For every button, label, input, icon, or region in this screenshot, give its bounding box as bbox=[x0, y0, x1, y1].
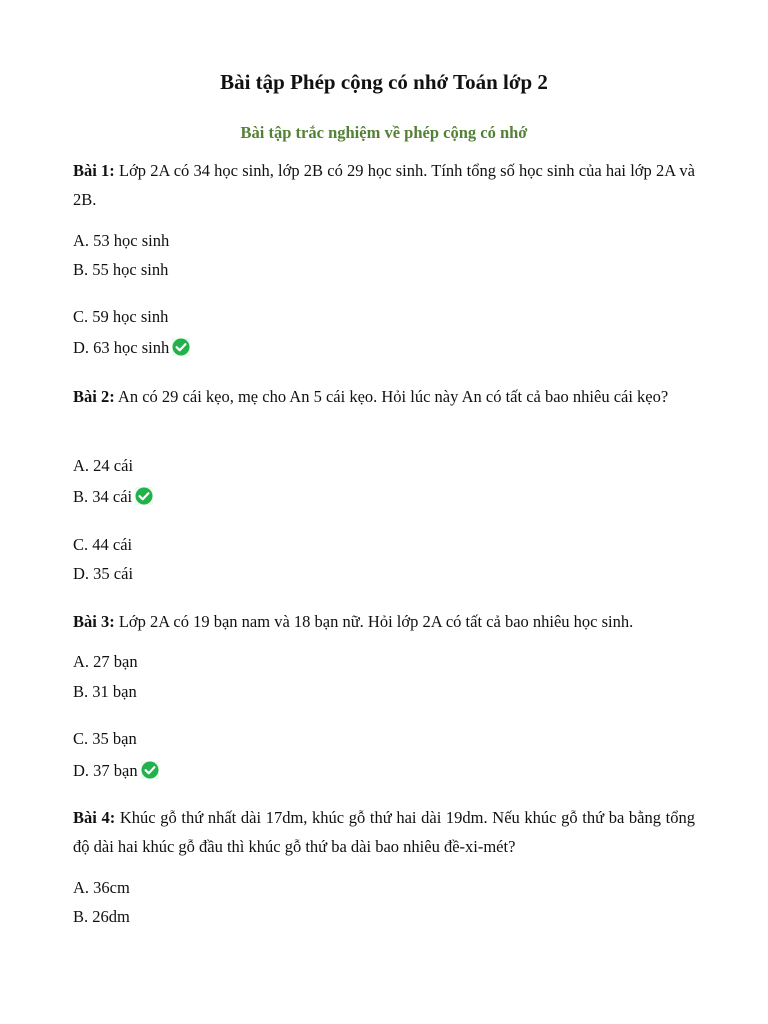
option-text: A. 27 bạn bbox=[73, 652, 138, 671]
option-text: D. 63 học sinh bbox=[73, 338, 170, 357]
question-4 bbox=[73, 803, 695, 861]
option-text: B. 31 bạn bbox=[73, 682, 137, 701]
question-2-option-c bbox=[73, 533, 132, 557]
question-label: Bài 3: bbox=[73, 612, 115, 631]
question-3 bbox=[73, 607, 695, 636]
question-1 bbox=[73, 156, 695, 214]
option-text: C. 59 học sinh bbox=[73, 307, 169, 326]
question-text: Lớp 2A có 19 bạn nam và 18 bạn nữ. Hỏi lớp 2A có tất cả bao nhiêu học sinh. bbox=[114, 612, 634, 631]
option-text: D. 35 cái bbox=[73, 564, 134, 583]
question-label: Bài 2: bbox=[73, 387, 115, 406]
question-1-option-b bbox=[73, 258, 168, 282]
question-1-option-c bbox=[73, 305, 168, 329]
option-text: C. 44 cái bbox=[73, 535, 133, 554]
question-3-option-d bbox=[73, 759, 159, 783]
question-4-option-a bbox=[73, 876, 130, 900]
question-4-option-b bbox=[73, 905, 130, 929]
question-2-option-d bbox=[73, 562, 133, 586]
question-1-option-d bbox=[73, 336, 190, 360]
question-2-option-b bbox=[73, 485, 153, 509]
option-text: B. 26dm bbox=[73, 907, 130, 926]
question-2-option-a bbox=[73, 454, 133, 478]
question-label: Bài 4: bbox=[73, 808, 116, 827]
question-text: Lớp 2A có 34 học sinh, lớp 2B có 29 học sinh. Tính tổng số học sinh của hai lớp 2A và 2B. bbox=[73, 161, 695, 209]
option-text: A. 24 cái bbox=[73, 456, 134, 475]
question-label: Bài 1: bbox=[73, 161, 115, 180]
document-title: Bài tập Phép cộng có nhớ Toán lớp 2 bbox=[220, 70, 548, 94]
question-3-option-a bbox=[73, 650, 138, 674]
document-subtitle: Bài tập trắc nghiệm về phép cộng có nhớ bbox=[240, 123, 528, 142]
option-text: A. 53 học sinh bbox=[73, 231, 170, 250]
check-circle-icon bbox=[141, 761, 159, 779]
option-text: C. 35 bạn bbox=[73, 729, 137, 748]
option-text: A. 36cm bbox=[73, 878, 130, 897]
question-text: An có 29 cái kẹo, mẹ cho An 5 cái kẹo. Hỏi lúc này An có tất cả bao nhiêu cái kẹo? bbox=[114, 387, 669, 406]
question-text: Khúc gỗ thứ nhất dài 17dm, khúc gỗ thứ hai dài 19dm. Nếu khúc gỗ thứ ba bằng tổng độ dài hai khúc gỗ đầu thì khúc gỗ thứ ba dài bao nhiêu đề-xi-mét? bbox=[73, 808, 695, 856]
option-text: B. 34 cái bbox=[73, 487, 133, 506]
option-text: D. 37 bạn bbox=[73, 761, 138, 780]
option-text: B. 55 học sinh bbox=[73, 260, 169, 279]
question-3-option-c bbox=[73, 727, 137, 751]
question-3-option-b bbox=[73, 680, 137, 704]
check-circle-icon bbox=[135, 487, 153, 505]
question-1-option-a bbox=[73, 229, 169, 253]
check-circle-icon bbox=[172, 338, 190, 356]
question-2 bbox=[73, 382, 695, 411]
